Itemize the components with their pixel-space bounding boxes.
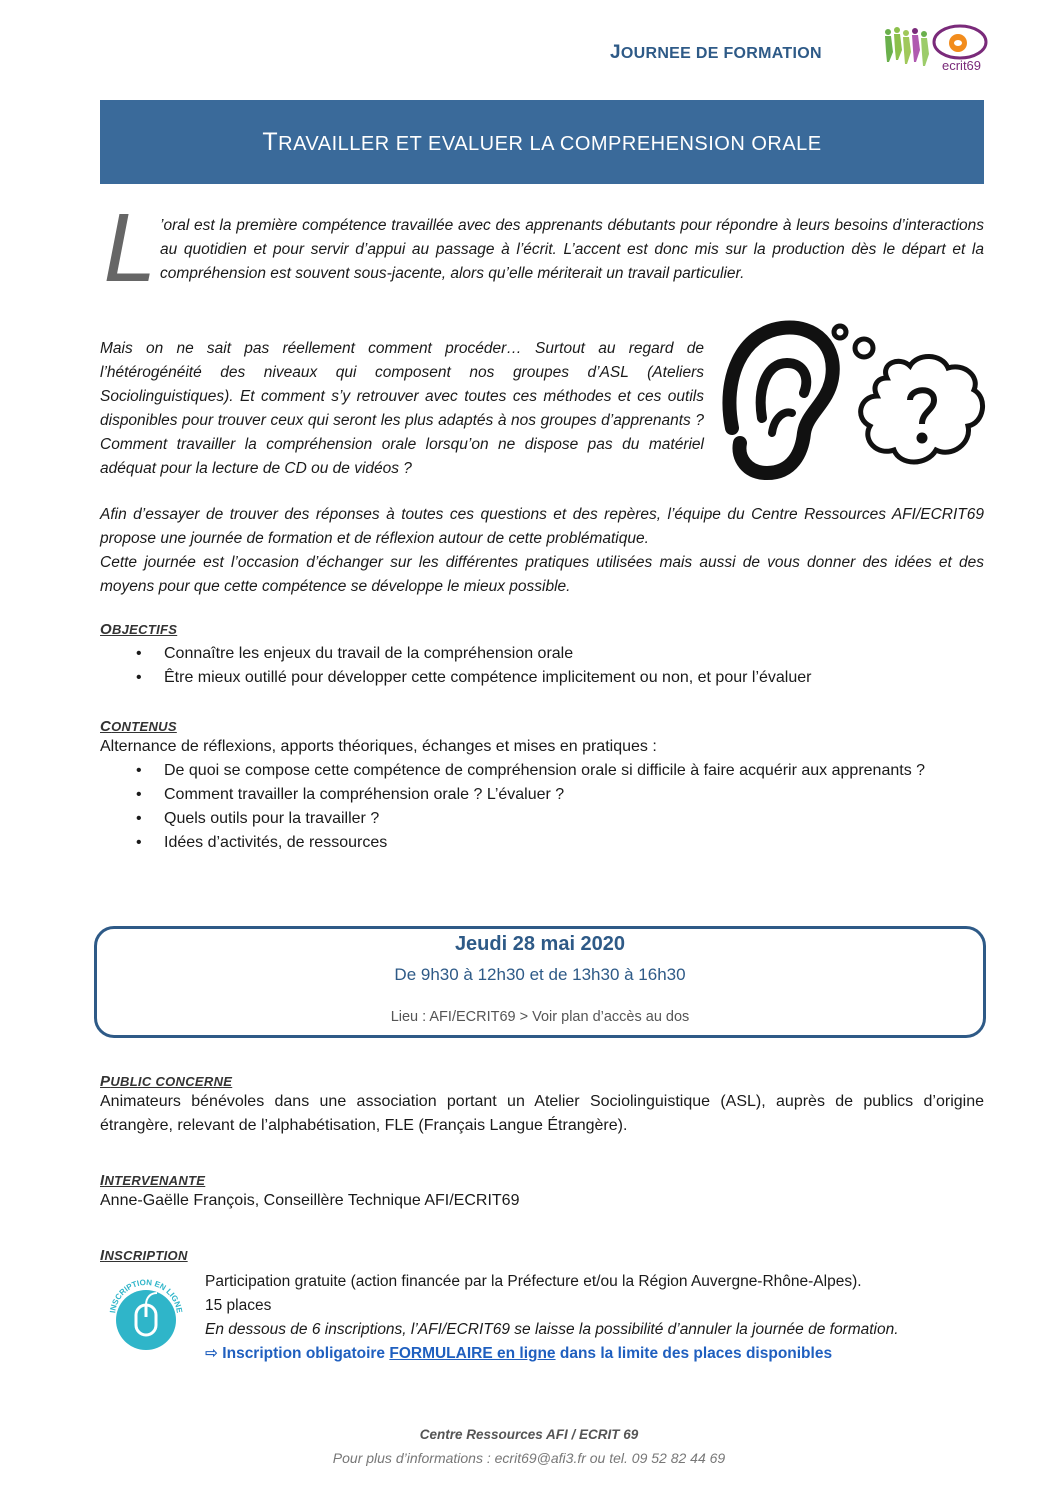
title-rest: RAVAILLER ET EVALUER LA COMPREHENSION ORALE [278, 133, 822, 155]
list-item: • Comment travailler la compréhension orale ? L’évaluer ? [100, 783, 984, 807]
list-item: • De quoi se compose cette compétence de compréhension orale si difficile à faire acquérir aux apprenants ? [100, 759, 984, 783]
audience-section [100, 1073, 984, 1138]
audience-heading: PUBLIC CONCERNE [100, 1073, 233, 1090]
logo-text: ecrit69 [942, 58, 982, 73]
list-item: • Idées d’activités, de ressources [100, 831, 984, 855]
logo-e-mark [934, 26, 986, 58]
title-initial: T [262, 128, 279, 156]
contents-list [100, 759, 984, 855]
ear-question-illustration [712, 318, 992, 483]
event-hours: De 9h30 à 12h30 et de 13h30 à 16h30 [394, 965, 686, 984]
purpose-section [100, 503, 984, 599]
list-item: • Être mieux outillé pour développer cette compétence implicitement ou non, et pour l’évaluer [100, 666, 984, 690]
registration-icon-text: INSCRIPTION EN LIGNE [108, 1277, 184, 1314]
header-label-rest: OURNEE DE FORMATION [620, 45, 822, 62]
event-date: Jeudi 28 mai 2020 [454, 933, 626, 955]
list-item: • Connaître les enjeux du travail de la compréhension orale [100, 642, 984, 666]
ecrit69-logo [880, 22, 995, 74]
registration-required-line [205, 1342, 995, 1366]
logo-people-figures [885, 27, 929, 66]
purpose-paragraph: Afin d’essayer de trouver des réponses à toutes ces questions et des repères, l’équipe du Centre Ressources AFI/ECRIT69 propose une journée de formation et de réflexion autour de cette problématique. [100, 506, 984, 547]
intro-dropcap: L [104, 196, 156, 303]
objectives-section [100, 621, 984, 690]
speaker-section [100, 1172, 984, 1213]
registration-link-prefix: ⇨ Inscription obligatoire [205, 1345, 390, 1362]
audience-text: Animateurs bénévoles dans une association portant un Atelier Sociolinguistique (ASL), auprès de publics d’origine étrangère, relevant de l’alphabétisation, FLE (Français Langue Étrangère). [100, 1093, 984, 1134]
online-registration-icon[interactable] [105, 1275, 187, 1357]
registration-places-line: 15 places [205, 1297, 272, 1314]
footer-organization: Centre Ressources AFI / ECRIT 69 [419, 1427, 639, 1442]
objectives-list [100, 642, 984, 690]
registration-heading-wrap [100, 1247, 984, 1264]
registration-heading: INSCRIPTION [100, 1247, 188, 1264]
speaker-text: Anne-Gaëlle François, Conseillère Technique AFI/ECRIT69 [100, 1192, 520, 1209]
document-title [100, 128, 984, 157]
registration-free-line: Participation gratuite (action financée par la Préfecture et/ou la Région Auvergne-Rhône-Alpes). [205, 1273, 862, 1290]
questions-paragraph: Mais on ne sait pas réellement comment procéder… Surtout au regard de l’hétérogénéité des niveaux qui composent nos groupes d’ASL (Ateliers Sociolinguistiques). Et comment s’y retrouver avec toutes ces méthodes et ces outils disponibles pour trouver ceux qui seront les plus adaptés à nos groupes d’apprenants ? Comment travailler la compréhension orale lorsqu’on ne dispose pas du matériel adéquat pour la lecture de CD ou de vidéos ? [100, 340, 704, 477]
day-description-paragraph: Cette journée est l’occasion d’échanger sur les différentes pratiques utilisées mais aussi de vous donner des idées et des moyens pour que cette compétence se développe le mieux possible. [100, 554, 984, 595]
header-label-initial: J [610, 42, 621, 63]
registration-form-link[interactable]: FORMULAIRE en ligne [389, 1345, 556, 1362]
registration-link-suffix: dans la limite des places disponibles [555, 1345, 833, 1362]
speaker-heading: INTERVENANTE [100, 1172, 206, 1189]
objectives-heading: OBJECTIFS [100, 621, 178, 638]
thought-bubble-icon [834, 326, 983, 462]
registration-cancel-line: En dessous de 6 inscriptions, l’AFI/ECRIT69 se laisse la possibilité d’annuler la journée de formation. [205, 1321, 899, 1338]
footer-contact: Pour plus d’informations : ecrit69@afi3.fr ou tel. 09 52 82 44 69 [332, 1450, 726, 1466]
contents-section [100, 718, 984, 855]
ear-icon [729, 328, 832, 473]
event-location: Lieu : AFI/ECRIT69 > Voir plan d’accès au dos [390, 1009, 690, 1025]
list-item: • Quels outils pour la travailler ? [100, 807, 984, 831]
contents-heading: CONTENUS [100, 718, 177, 735]
document-header-label [610, 42, 822, 64]
intro-paragraph: ’oral est la première compétence travaillée avec des apprenants débutants pour répondre à leurs besoins d’interactions au quotidien et pour servir d’appui au passage à l’écrit. L’accent est donc mis sur la production dès le départ et la compréhension est souvent sous-jacente, alors qu’elle mériterait un travail particulier. [160, 217, 984, 282]
registration-text [205, 1270, 995, 1366]
contents-intro: Alternance de réflexions, apports théoriques, échanges et mises en pratiques : [100, 738, 657, 755]
